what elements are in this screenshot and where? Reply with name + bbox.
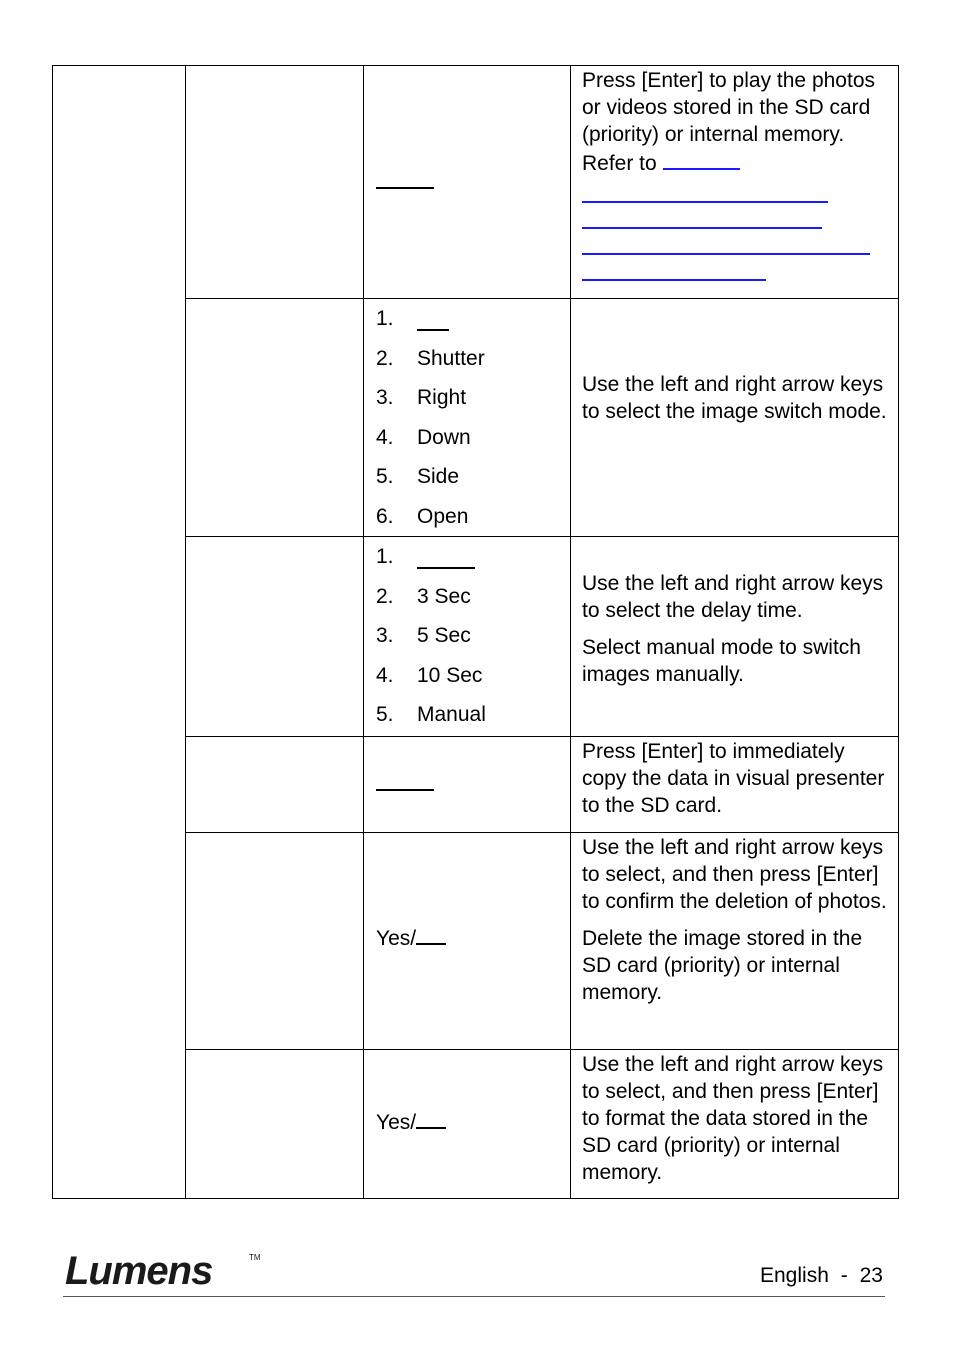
- submenu-cell: [186, 833, 364, 1050]
- value-text: Yes/: [376, 927, 417, 950]
- footer-language: English: [760, 1264, 829, 1287]
- reference-link[interactable]: [582, 177, 828, 203]
- submenu-cell: [186, 737, 364, 833]
- value-cell: [364, 1050, 571, 1199]
- svg-text:TM: TM: [249, 1253, 261, 1262]
- blank-value: [376, 165, 434, 189]
- description-cell: [571, 66, 899, 299]
- description-text: Press [Enter] to immediately copy the data in visual presenter to the SD card.: [582, 740, 885, 817]
- reference-link[interactable]: [663, 148, 740, 170]
- list-item: 5. Side: [376, 465, 460, 489]
- main-menu-cell: [53, 66, 186, 1199]
- svg-text:Lumens: Lumens: [65, 1250, 213, 1292]
- option-list: [364, 537, 570, 735]
- description-text: Use the left and right arrow keys to select the delay time.: [582, 572, 884, 622]
- blank-value: [417, 545, 475, 569]
- page-number: 23: [859, 1264, 883, 1287]
- description-cell: [571, 537, 899, 737]
- list-item: 3. Right: [376, 386, 467, 410]
- description-text: Select manual mode to switch images manually.: [582, 636, 861, 686]
- description-text: Use the left and right arrow keys to select, and then press [Enter] to confirm the deletion of photos.: [582, 836, 887, 913]
- list-item: 4. 10 Sec: [376, 663, 483, 687]
- footer-divider: [63, 1296, 885, 1297]
- reference-link[interactable]: [582, 229, 870, 255]
- list-item: 2. 3 Sec: [376, 584, 471, 608]
- submenu-cell: [186, 537, 364, 737]
- list-item: 2. Shutter: [376, 346, 485, 370]
- description-cell: [571, 1050, 899, 1199]
- value-cell: [364, 299, 571, 537]
- option-list: [364, 299, 570, 536]
- value-cell: [364, 737, 571, 833]
- blank-value: [376, 767, 434, 791]
- blank-value: [417, 307, 449, 331]
- footer-separator: -: [840, 1264, 848, 1287]
- description-text: Use the left and right arrow keys to select, and then press [Enter] to format the data stored in the SD card (priority) or internal memory.: [582, 1053, 884, 1184]
- value-text: Yes/: [376, 1111, 417, 1134]
- reference-link[interactable]: [582, 255, 766, 281]
- description-cell: [571, 299, 899, 537]
- list-item: 1.: [376, 537, 570, 577]
- reference-link[interactable]: [582, 203, 822, 229]
- description-text: Press [Enter] to play the photos or videos stored in the SD card (priority) or internal memory. Refer to: [582, 69, 875, 175]
- list-item: 6. Open: [376, 504, 469, 528]
- list-item: 1.: [376, 299, 570, 339]
- submenu-cell: [186, 299, 364, 537]
- list-item: 3. 5 Sec: [376, 624, 471, 648]
- submenu-cell: [186, 1050, 364, 1199]
- description-text: Delete the image stored in the SD card (priority) or internal memory.: [582, 927, 863, 1004]
- list-item: 4. Down: [376, 425, 471, 449]
- blank-value: [416, 921, 446, 945]
- table-row: [53, 66, 899, 299]
- value-cell: [364, 537, 571, 737]
- value-cell: [364, 833, 571, 1050]
- submenu-cell: [186, 66, 364, 299]
- description-text: Use the left and right arrow keys to select the image switch mode.: [582, 373, 887, 423]
- lumens-logo: [63, 1250, 263, 1297]
- lumens-logo-mark: [63, 1250, 263, 1292]
- blank-value: [416, 1105, 446, 1129]
- value-cell: [364, 66, 571, 299]
- menu-settings-table: [52, 65, 899, 1199]
- list-item: 5. Manual: [376, 703, 486, 727]
- page-footer: [760, 1264, 883, 1288]
- description-cell: [571, 737, 899, 833]
- description-cell: [571, 833, 899, 1050]
